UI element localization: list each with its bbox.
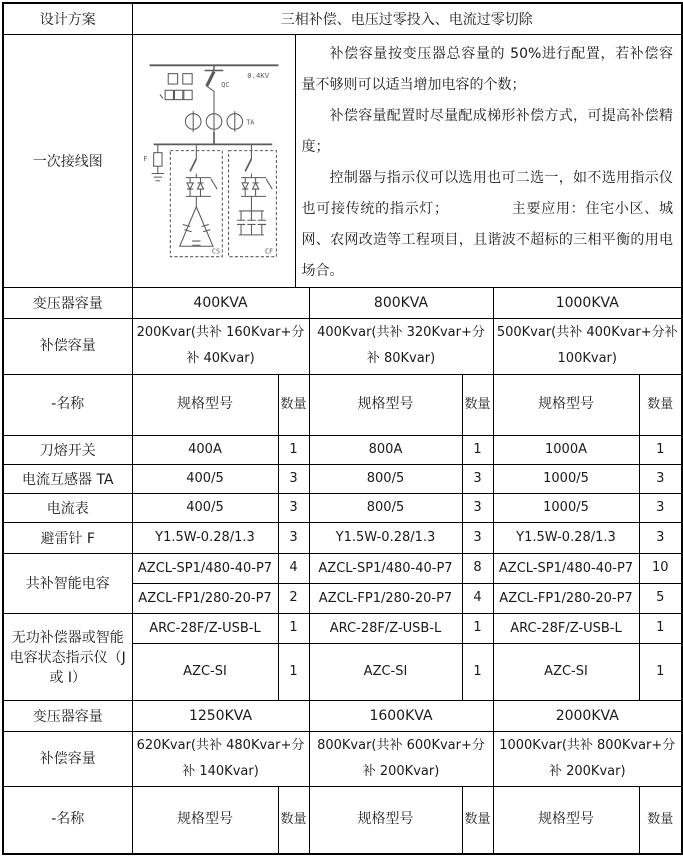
spec-column-header: 规格型号 [309, 374, 462, 435]
spec-value: ARC-28F/Z-USB-L [132, 613, 278, 643]
spec-value: AZCL-FP1/280-20-P7 [132, 583, 278, 613]
switch-lead [206, 86, 213, 111]
capacitor-plates [192, 241, 200, 245]
table-row [3, 464, 682, 493]
name-column-header: -名称 [3, 786, 132, 854]
ammeter-box-icon [165, 90, 173, 99]
qty-value: 1 [462, 435, 493, 464]
table-header-row [3, 374, 682, 435]
spec-value: AZC-SI [493, 643, 639, 700]
spec-value: 1000/5 [493, 493, 639, 522]
qty-value: 1 [639, 643, 682, 700]
spec-column-header: 规格型号 [132, 374, 278, 435]
arrester-icon [153, 152, 161, 166]
bypass-switch [210, 178, 216, 188]
equipment-name: 刀熔开关 [3, 435, 132, 464]
spec-value: AZCL-SP1/480-40-P7 [309, 553, 462, 583]
equipment-name: 共补智能电容 [3, 553, 132, 613]
switch-label: QC [220, 80, 229, 89]
table-row [3, 731, 682, 786]
qty-value: 1 [278, 643, 309, 700]
spec-value: AZCL-FP1/280-20-P7 [309, 583, 462, 613]
one-line-diagram-pane [133, 35, 296, 287]
table-row [3, 318, 682, 374]
qty-value: 2 [278, 583, 309, 613]
qty-value: 3 [278, 493, 309, 522]
note-text: 主要应用：住宅小区、城网、农网改造等工程项目，且谐波不超标的三相平衡的用电场合。 [301, 200, 674, 279]
thyristor-icon [252, 177, 258, 196]
transformer-capacity-value: 400KVA [132, 287, 309, 318]
spec-value: AZCL-SP1/480-40-P7 [493, 553, 639, 583]
qty-value: 5 [639, 583, 682, 613]
table-row [3, 493, 682, 522]
transformer-capacity-label: 变压器容量 [3, 700, 132, 731]
note-text: 控制器与指示仪可以选用也可二选一，如不选用指示仪也可接传统的指示灯； [301, 169, 673, 217]
qty-column-header: 数量 [462, 374, 493, 435]
spec-value: Y1.5W-0.28/1.3 [132, 522, 278, 553]
cs-label: CS [211, 247, 220, 256]
spec-value: 1000A [493, 435, 639, 464]
ammeter-box-icon [183, 90, 191, 99]
qty-value: 3 [639, 464, 682, 493]
compensation-capacity-value: 500Kvar(共补 400Kvar+分补 100Kvar) [493, 318, 682, 374]
spec-value: 400A [132, 435, 278, 464]
meter-tick [159, 94, 162, 98]
transformer-capacity-value: 800KVA [309, 287, 493, 318]
qty-value: 3 [278, 522, 309, 553]
spec-value: 400/5 [132, 493, 278, 522]
qty-column-header: 数量 [639, 786, 682, 854]
spec-column-header: 规格型号 [493, 786, 639, 854]
transformer-capacity-value: 1600KVA [309, 700, 493, 731]
qty-value: 10 [639, 553, 682, 583]
qty-value: 3 [462, 522, 493, 553]
qty-value: 8 [462, 553, 493, 583]
thyristor-icon [197, 177, 203, 196]
qty-value: 4 [462, 583, 493, 613]
transformer-capacity-value: 1250KVA [132, 700, 309, 731]
table-header-row [3, 786, 682, 854]
spec-column-header: 规格型号 [132, 786, 278, 854]
ammeter-box-icon [174, 90, 182, 99]
ground-icon [151, 166, 163, 181]
compensation-capacity-value: 800Kvar(共补 600Kvar+分补 200Kvar) [309, 731, 493, 786]
note-paragraph [302, 163, 674, 287]
table-row [3, 613, 682, 643]
table-row [3, 522, 682, 553]
spec-value: AZC-SI [309, 643, 462, 700]
qty-value: 1 [639, 435, 682, 464]
qty-value: 3 [462, 493, 493, 522]
cf-module-box [228, 150, 276, 256]
equipment-name: 无功补偿器或智能电容状态指示仪（J 或 I） [3, 613, 132, 700]
qty-column-header: 数量 [278, 786, 309, 854]
qty-value: 3 [639, 522, 682, 553]
qty-value: 1 [278, 613, 309, 643]
table-row [3, 287, 682, 318]
table-row [3, 3, 682, 34]
star-capacitor-top [238, 210, 263, 219]
voltage-label: 0.4KV [246, 70, 269, 80]
meter-box-icon [182, 73, 191, 83]
busbar-lower [153, 131, 272, 143]
capacitor-plates [236, 220, 265, 224]
switch-blade [206, 71, 213, 86]
thyristor-icon [186, 177, 192, 196]
qty-column-header: 数量 [462, 786, 493, 854]
compensation-capacity-value: 620Kvar(共补 480Kvar+分补 140Kvar) [132, 731, 309, 786]
qty-value: 3 [278, 464, 309, 493]
spec-value: Y1.5W-0.28/1.3 [309, 522, 462, 553]
compensation-capacity-label: 补偿容量 [3, 318, 132, 374]
thyristor-icon [242, 177, 248, 196]
compensation-capacity-value: 400Kvar(共补 320Kvar+分补 80Kvar) [309, 318, 493, 374]
spec-value: ARC-28F/Z-USB-L [309, 613, 462, 643]
table-row [3, 700, 682, 731]
compensation-capacity-label: 补偿容量 [3, 731, 132, 786]
design-scheme-value: 三相补偿、电压过零投入、电流过零切除 [132, 3, 682, 34]
spec-value: AZCL-FP1/280-20-P7 [493, 583, 639, 613]
spec-column-header: 规格型号 [309, 786, 462, 854]
arrester-label: F [142, 154, 147, 163]
wiring-diagram-label: 一次接线图 [3, 34, 132, 287]
note-paragraph: 补偿容量配置时尽量配成梯形补偿方式，可提高补偿精度； [301, 107, 673, 155]
meter-box-icon [168, 73, 177, 83]
one-line-diagram [139, 57, 289, 265]
qty-value: 1 [462, 643, 493, 700]
compensation-capacity-value: 200Kvar(共补 160Kvar+分补 40Kvar) [132, 318, 309, 374]
qty-value: 1 [462, 613, 493, 643]
equipment-name: 电流互感器 TA [3, 464, 132, 493]
table-row [3, 34, 682, 287]
spec-value: AZCL-SP1/480-40-P7 [132, 553, 278, 583]
spec-value: 800A [309, 435, 462, 464]
equipment-name: 电流表 [3, 493, 132, 522]
diagram-notes [296, 35, 682, 287]
qty-value: 3 [639, 493, 682, 522]
bypass-switch [266, 178, 272, 188]
spec-value: 1000/5 [493, 464, 639, 493]
transformer-capacity-label: 变压器容量 [3, 287, 132, 318]
spec-value: 800/5 [309, 464, 462, 493]
qty-column-header: 数量 [278, 374, 309, 435]
table-row [3, 435, 682, 464]
ct-label: TA [245, 118, 254, 127]
spec-value: Y1.5W-0.28/1.3 [493, 522, 639, 553]
cf-label: CF [264, 247, 273, 256]
design-scheme-label: 设计方案 [3, 3, 132, 34]
qty-value: 3 [462, 464, 493, 493]
qty-value: 4 [278, 553, 309, 583]
table-row [3, 553, 682, 583]
transformer-capacity-value: 2000KVA [493, 700, 682, 731]
compensation-capacity-value: 1000Kvar(共补 800Kvar+分补 200Kvar) [493, 731, 682, 786]
spec-value: 800/5 [309, 493, 462, 522]
equipment-name: 避雷针 F [3, 522, 132, 553]
spec-column-header: 规格型号 [493, 374, 639, 435]
spec-value: AZC-SI [132, 643, 278, 700]
qty-value: 1 [639, 613, 682, 643]
qty-value: 1 [278, 435, 309, 464]
note-paragraph: 补偿容量按变压器总容量的 50%进行配置，若补偿容量不够则可以适当增加电容的个数； [301, 45, 673, 93]
spec-table [2, 2, 683, 855]
name-column-header: -名称 [3, 374, 132, 435]
spec-value: ARC-28F/Z-USB-L [493, 613, 639, 643]
qty-column-header: 数量 [639, 374, 682, 435]
wiring-diagram-cell [132, 34, 682, 287]
delta-capacitor-icon [179, 206, 212, 246]
star-capacitor-bottom [238, 224, 263, 234]
spec-value: 400/5 [132, 464, 278, 493]
transformer-capacity-value: 1000KVA [493, 287, 682, 318]
